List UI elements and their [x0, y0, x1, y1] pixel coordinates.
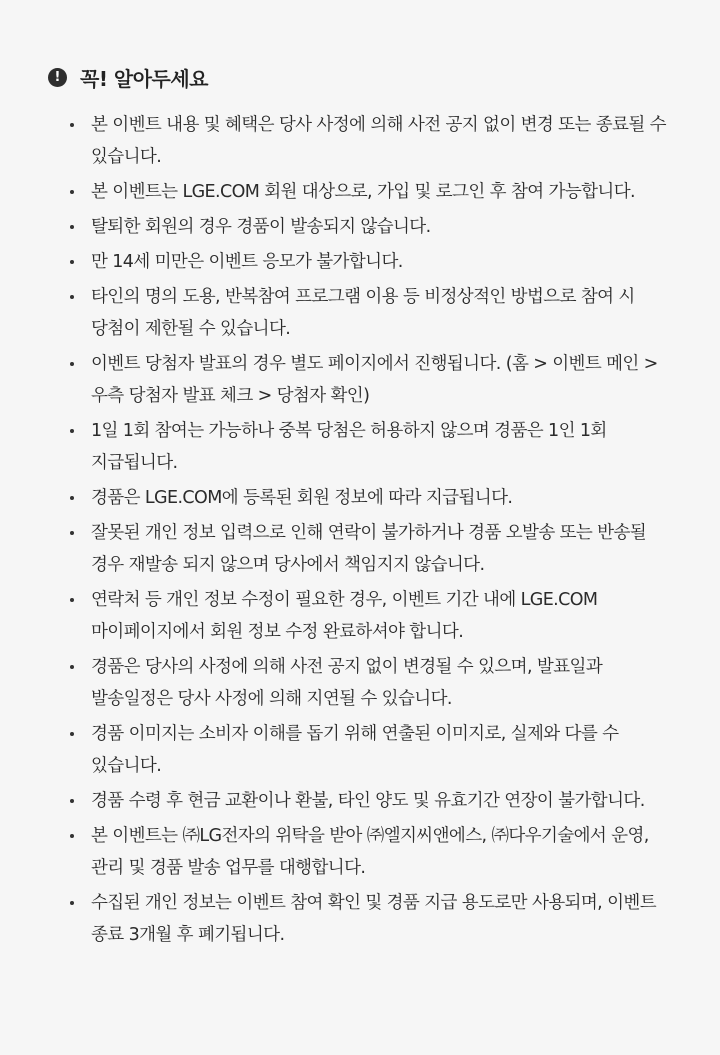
- bullet-dot: [70, 598, 74, 602]
- notice-item-text: 타인의 명의 도용, 반복참여 프로그램 이용 등 비정상적인 방법으로 참여 시 당첨이 제한될 수 있습니다.: [91, 287, 635, 339]
- notice-item: [66, 517, 680, 581]
- notice-item-text: 본 이벤트는 ㈜LG전자의 위탁을 받아 ㈜엘지씨앤에스, ㈜다우기술에서 운영, 관리 및 경품 발송 업무를 대행합니다.: [91, 826, 649, 878]
- notice-item-text: 1일 1회 참여는 가능하나 중복 당첨은 허용하지 않으며 경품은 1인 1회 지급됩니다.: [91, 421, 607, 473]
- notice-item-text: 이벤트 당첨자 발표의 경우 별도 페이지에서 진행됩니다. (홈 > 이벤트 메인 > 우측 당첨자 발표 체크 > 당첨자 확인): [91, 354, 658, 406]
- notice-item-text: 본 이벤트는 LGE.COM 회원 대상으로, 가입 및 로그인 후 참여 가능합니다.: [91, 182, 635, 202]
- notice-item: [66, 584, 680, 648]
- notice-item: [66, 887, 680, 951]
- notice-item: [66, 718, 680, 782]
- notice-item: [66, 211, 680, 243]
- notice-item-text: 잘못된 개인 정보 입력으로 인해 연락이 불가하거나 경품 오발송 또는 반송될 경우 재발송 되지 않으며 당사에서 책임지지 않습니다.: [91, 523, 647, 575]
- bullet-dot: [70, 531, 74, 535]
- bullet-dot: [70, 123, 74, 127]
- notice-item: [66, 281, 680, 345]
- notice-title: 꼭! 알아두세요: [80, 66, 209, 91]
- bullet-dot: [70, 665, 74, 669]
- notice-item: [66, 820, 680, 884]
- bullet-dot: [70, 732, 74, 736]
- bullet-dot: [70, 496, 74, 500]
- bullet-dot: [70, 429, 74, 433]
- bullet-dot: [70, 799, 74, 803]
- notice-item-text: 만 14세 미만은 이벤트 응모가 불가합니다.: [91, 252, 403, 272]
- bullet-dot: [70, 901, 74, 905]
- notice-item: [66, 176, 680, 208]
- notice-item-text: 경품은 당사의 사정에 의해 사전 공지 없이 변경될 수 있으며, 발표일과 발송일정은 당사 사정에 의해 지연될 수 있습니다.: [91, 657, 603, 709]
- notice-item: [66, 348, 680, 412]
- notice-item-text: 경품 수령 후 현금 교환이나 환불, 타인 양도 및 유효기간 연장이 불가합니다.: [91, 791, 645, 811]
- bullet-dot: [70, 295, 74, 299]
- bullet-dot: [70, 362, 74, 366]
- bullet-dot: [70, 834, 74, 838]
- notice-item-text: 경품 이미지는 소비자 이해를 돕기 위해 연출된 이미지로, 실제와 다를 수 있습니다.: [91, 724, 619, 776]
- notice-item-text: 탈퇴한 회원의 경우 경품이 발송되지 않습니다.: [91, 217, 431, 237]
- notice-item-text: 연락처 등 개인 정보 수정이 필요한 경우, 이벤트 기간 내에 LGE.COM 마이페이지에서 회원 정보 수정 완료하셔야 합니다.: [91, 590, 598, 642]
- bullet-dot: [70, 225, 74, 229]
- notice-header: [48, 63, 680, 91]
- notice-item-text: 수집된 개인 정보는 이벤트 참여 확인 및 경품 지급 용도로만 사용되며, 이벤트 종료 3개월 후 폐기됩니다.: [91, 893, 657, 945]
- bullet-dot: [70, 190, 74, 194]
- notice-item: [66, 246, 680, 278]
- notice-item: [66, 482, 680, 514]
- notice-item-text: 경품은 LGE.COM에 등록된 회원 정보에 따라 지급됩니다.: [91, 488, 513, 508]
- bullet-dot: [70, 260, 74, 264]
- notice-item: [66, 785, 680, 817]
- notice-item-text: 본 이벤트 내용 및 혜택은 당사 사정에 의해 사전 공지 없이 변경 또는 종료될 수 있습니다.: [91, 115, 666, 167]
- notice-item: [66, 109, 680, 173]
- notice-item: [66, 415, 680, 479]
- notice-list: [48, 109, 680, 951]
- exclamation-circle-icon: !: [48, 68, 67, 87]
- notice-item: [66, 651, 680, 715]
